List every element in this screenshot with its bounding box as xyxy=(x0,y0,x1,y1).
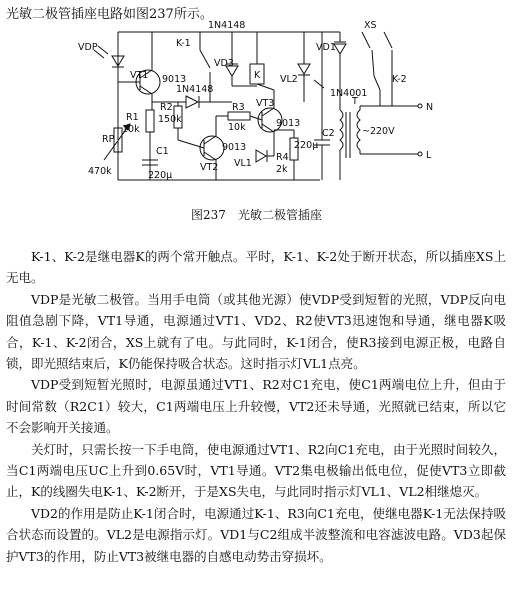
paragraph: K-1、K-2是继电器K的两个常开触点。平时，K-1、K-2处于断开状态，所以插座XS上无电。 xyxy=(6,249,506,286)
socket-xs xyxy=(362,32,370,48)
transformer-secondary xyxy=(357,110,360,150)
label-r1-value: 10k xyxy=(122,124,140,135)
transformer-primary xyxy=(340,110,343,150)
label-c1-value: 220μ xyxy=(148,170,173,181)
label-r3: R3 xyxy=(232,102,245,113)
label-c2: C2 xyxy=(322,128,335,139)
label-r4-value: 2k xyxy=(276,164,288,175)
label-vd3: VD3 xyxy=(214,58,234,69)
figure-title: 光敏二极管插座 xyxy=(237,208,322,222)
article-body xyxy=(6,246,506,567)
label-vt2: VT2 xyxy=(200,162,219,173)
contact-k1 xyxy=(200,50,210,68)
label-ac: ~220V xyxy=(362,126,395,137)
resistor-r1 xyxy=(146,110,154,132)
label-vl1: VL1 xyxy=(234,158,252,169)
label-k: K xyxy=(254,70,261,81)
label-9013-b: 9013 xyxy=(222,142,247,153)
label-vt3: VT3 xyxy=(256,98,275,109)
contact-k2 xyxy=(374,76,380,90)
label-k2: K-2 xyxy=(392,74,407,85)
label-n: N xyxy=(426,102,434,113)
label-vd1: VD1 xyxy=(316,42,336,53)
led-vl1 xyxy=(256,150,266,162)
label-rp: RP xyxy=(102,134,115,145)
label-rp-value: 470k xyxy=(88,166,112,177)
resistor-r3 xyxy=(228,112,250,120)
label-r2: R2 xyxy=(160,102,173,113)
led-vl2 xyxy=(298,64,310,74)
intro-heading: 光敏二极管插座电路如图237所示。 xyxy=(6,7,213,22)
label-r5-value: 220μ xyxy=(294,140,319,151)
label-r3-value: 10k xyxy=(228,122,246,133)
paragraph: VDP受到短暂光照时，电源虽通过VT1、R2对C1充电，使C1两端电位上升，但由于时间常数（R2C1）较大，C1两端电压上升较慢，VT2还未导通，光照就已结束，所以它不会影响开关接通。 xyxy=(6,377,506,436)
figure-number: 图237 xyxy=(191,208,226,222)
diode-vd2 xyxy=(186,96,198,108)
label-vl2: VL2 xyxy=(280,74,298,85)
figure-caption xyxy=(0,206,513,223)
label-xs: XS xyxy=(364,20,377,31)
label-9013-c: 9013 xyxy=(276,118,301,129)
label-vd2: 1N4148 xyxy=(176,84,214,95)
label-vdp: VDP xyxy=(78,42,98,53)
label-r4: R4 xyxy=(276,152,289,163)
circuit-diagram xyxy=(0,20,513,202)
label-r1: R1 xyxy=(126,112,139,123)
paragraph: 关灯时，只需长按一下手电筒，使电源通过VT1、R2向C1充电，由于光照时间较久，当C1两端电压UC上升到0.65V时，VT1导通。VT2集电极输出低电位，促使VT3立即截止，K的线圈失电K-1、K-2断开，于是XS失电，与此同时指示灯VL1、VL2相继熄灭。 xyxy=(6,441,506,500)
label-1n4148-top: 1N4148 xyxy=(208,20,246,31)
label-r2-value: 150k xyxy=(158,114,182,125)
label-t: T xyxy=(352,96,358,107)
label-9013-a: 9013 xyxy=(162,74,187,85)
label-l: L xyxy=(426,150,432,161)
paragraph: VD2的作用是防止K-1闭合时，电源通过K-1、R3向C1充电，使继电器K-1无法保持吸合状态而设置的。VL2是电源指示灯。VD1与C2组成半波整流和电容滤波电路。VD3起保护VT3的作用，防止VT3被继电器的自感电动势击穿损坏。 xyxy=(6,505,506,564)
label-k1: K-1 xyxy=(176,38,191,49)
label-c1: C1 xyxy=(156,146,169,157)
label-1n4001: 1N4001 xyxy=(330,88,368,99)
paragraph: VDP是光敏二极管。当用手电筒（或其他光源）使VDP受到短暂的光照，VDP反向电阻值急剧下降，VT1导通，电源通过VT1、VD2、R2使VT3迅速饱和导通，继电器K吸合，K-1、K-2闭合，XS上就有了电。与此同时，K-1闭合，使R3接到电源正极，电路自锁，即光照结束后，K仍能保持吸合状态。这时指示灯VL1点亮。 xyxy=(6,291,506,372)
label-vt1: VT1 xyxy=(130,70,149,81)
